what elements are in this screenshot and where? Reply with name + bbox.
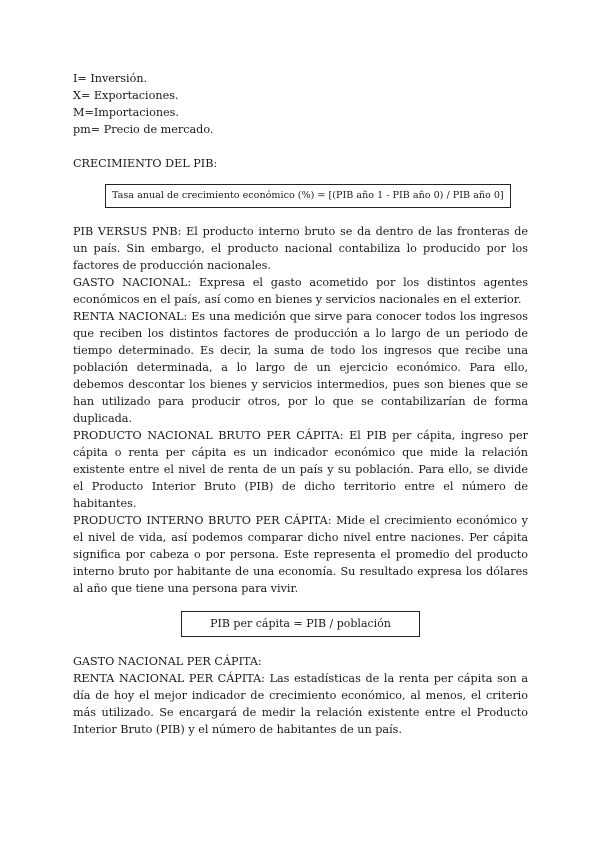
formula-crecimiento-box: Tasa anual de crecimiento económico (%) = [(PIB año 1 - PIB año 0) / PIB año 0] xyxy=(105,184,511,208)
paragraph-pib-per-capita: PRODUCTO INTERNO BRUTO PER CÁPITA: Mide el crecimiento económico y el nivel de vida, así podemos comparar dicho nivel entre naciones. Per cápita significa por cabeza o por persona. Este representa el promedio del producto interno bruto por habitante de una economía. Su resultado expresa los dólares al año que tiene una persona para vivir. xyxy=(73,514,528,595)
gasto-nacional-per-capita-heading: GASTO NACIONAL PER CÁPITA: xyxy=(73,655,262,668)
formula-per-capita-wrapper xyxy=(73,611,528,637)
paragraph-renta-nacional-per-capita: RENTA NACIONAL PER CÁPITA: Las estadísticas de la renta per cápita son a día de hoy el mejor indicador de crecimiento económico, al menos, el criterio más utilizado. Se encargará de medir la relación existente entre el Producto Interior Bruto (PIB) y el número de habitantes de un país. xyxy=(73,672,528,736)
definition-inversion: I= Inversión. xyxy=(73,72,148,85)
formula-crecimiento-wrapper xyxy=(73,183,528,208)
definitions-list xyxy=(73,70,528,138)
definition-precio-mercado: pm= Precio de mercado. xyxy=(73,123,214,136)
formula-per-capita-box: PIB per cápita = PIB / población xyxy=(181,611,420,637)
paragraph-renta-nacional: RENTA NACIONAL: Es una medición que sirve para conocer todos los ingresos que reciben los distintos factores de producción a lo largo de un periodo de tiempo determinado. Es decir, la suma de todo los ingresos que recibe una población determinada, a lo largo de un ejercicio económico. Para ello, debemos descontar los bienes y servicios intermedios, pues son bienes que se han utilizado para producir otros, por lo que se contabilizarían de forma duplicada. xyxy=(73,310,528,425)
definition-importaciones: M=Importaciones. xyxy=(73,106,179,119)
crecimiento-heading: CRECIMIENTO DEL PIB: xyxy=(73,157,218,170)
definition-exportaciones: X= Exportaciones. xyxy=(73,89,179,102)
paragraph-pnb-per-capita: PRODUCTO NACIONAL BRUTO PER CÁPITA: El PIB per cápita, ingreso per cápita o renta per cápita es un indicador económico que mide la relación existente entre el nivel de renta de un país y su población. Para ello, se divide el Producto Interior Bruto (PIB) de dicho territorio entre el número de habitantes. xyxy=(73,429,528,510)
document-page xyxy=(73,70,528,738)
paragraph-pib-vs-pnb: PIB VERSUS PNB: El producto interno bruto se da dentro de las fronteras de un país. Sin embargo, el producto nacional contabiliza lo producido por los factores de producción nacionales. xyxy=(73,225,528,272)
paragraph-gasto-nacional: GASTO NACIONAL: Expresa el gasto acometido por los distintos agentes económicos en el país, así como en bienes y servicios nacionales en el exterior. xyxy=(73,276,528,306)
